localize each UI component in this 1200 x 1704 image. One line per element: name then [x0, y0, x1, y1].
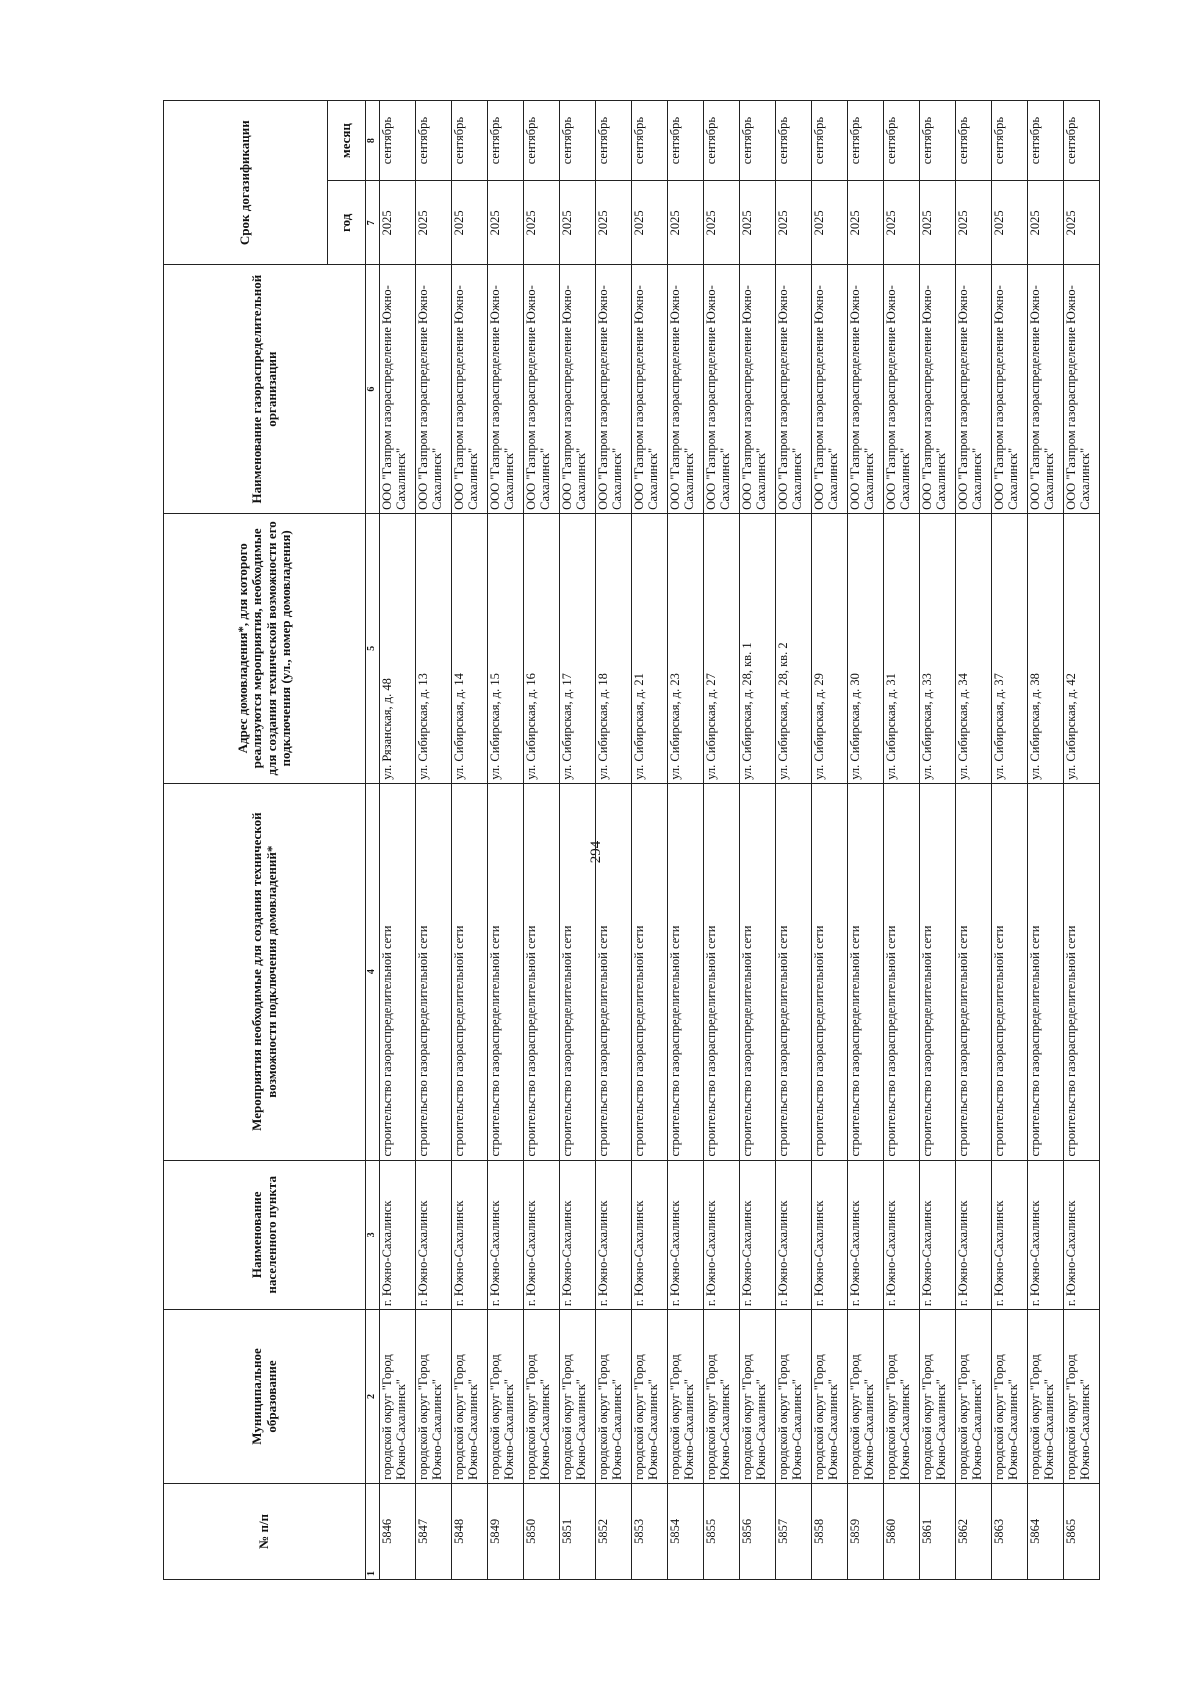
settlement-cell: г. Южно-Сахалинск — [848, 1160, 884, 1310]
settlement-cell: г. Южно-Сахалинск — [1064, 1160, 1100, 1310]
measures-cell: строительство газораспределительной сети — [920, 783, 956, 1160]
measures-cell: строительство газораспределительной сети — [380, 783, 416, 1160]
measures-cell: строительство газораспределительной сети — [848, 783, 884, 1160]
year-cell: 2025 — [452, 181, 488, 265]
row-number-cell: 5846 — [380, 1483, 416, 1579]
year-cell: 2025 — [416, 181, 452, 265]
year-cell: 2025 — [776, 181, 812, 265]
organization-cell: ООО "Газпром газораспределение Южно-Сахалинск" — [704, 265, 740, 514]
table-row — [884, 101, 920, 1580]
settlement-cell: г. Южно-Сахалинск — [812, 1160, 848, 1310]
row-number-cell: 5858 — [812, 1483, 848, 1579]
settlement-cell: г. Южно-Сахалинск — [596, 1160, 632, 1310]
table-row — [524, 101, 560, 1580]
organization-cell: ООО "Газпром газораспределение Южно-Сахалинск" — [488, 265, 524, 514]
address-cell: ул. Сибирская, д. 17 — [560, 513, 596, 783]
month-cell: сентябрь — [452, 101, 488, 181]
municipality-cell: городской округ "Город Южно-Сахалинск" — [596, 1310, 632, 1484]
address-cell: ул. Сибирская, д. 34 — [956, 513, 992, 783]
header-measures: Мероприятия необходимые для создания технической возможности подключения домовладений* — [164, 783, 366, 1160]
table-row — [920, 101, 956, 1580]
year-cell: 2025 — [380, 181, 416, 265]
month-cell: сентябрь — [668, 101, 704, 181]
table-row — [848, 101, 884, 1580]
settlement-cell: г. Южно-Сахалинск — [740, 1160, 776, 1310]
row-number-cell: 5859 — [848, 1483, 884, 1579]
address-cell: ул. Сибирская, д. 15 — [488, 513, 524, 783]
municipality-cell: городской округ "Город Южно-Сахалинск" — [1028, 1310, 1064, 1484]
organization-cell: ООО "Газпром газораспределение Южно-Сахалинск" — [812, 265, 848, 514]
year-cell: 2025 — [668, 181, 704, 265]
row-number-cell: 5862 — [956, 1483, 992, 1579]
row-number-cell: 5860 — [884, 1483, 920, 1579]
municipality-cell: городской округ "Город Южно-Сахалинск" — [848, 1310, 884, 1484]
municipality-cell: городской округ "Город Южно-Сахалинск" — [704, 1310, 740, 1484]
organization-cell: ООО "Газпром газораспределение Южно-Сахалинск" — [596, 265, 632, 514]
row-number-cell: 5863 — [992, 1483, 1028, 1579]
municipality-cell: городской округ "Город Южно-Сахалинск" — [524, 1310, 560, 1484]
row-number-cell: 5855 — [704, 1483, 740, 1579]
row-number-cell: 5864 — [1028, 1483, 1064, 1579]
settlement-cell: г. Южно-Сахалинск — [776, 1160, 812, 1310]
year-cell: 2025 — [704, 181, 740, 265]
settlement-cell: г. Южно-Сахалинск — [956, 1160, 992, 1310]
municipality-cell: городской округ "Город Южно-Сахалинск" — [740, 1310, 776, 1484]
year-cell: 2025 — [956, 181, 992, 265]
month-cell: сентябрь — [740, 101, 776, 181]
table-row — [956, 101, 992, 1580]
table-row — [992, 101, 1028, 1580]
table-row — [416, 101, 452, 1580]
month-cell: сентябрь — [812, 101, 848, 181]
header-deadline: Срок догазификации — [164, 101, 328, 265]
municipality-cell: городской округ "Город Южно-Сахалинск" — [992, 1310, 1028, 1484]
measures-cell: строительство газораспределительной сети — [488, 783, 524, 1160]
month-cell: сентябрь — [848, 101, 884, 181]
column-number: 1 — [366, 1483, 380, 1579]
organization-cell: ООО "Газпром газораспределение Южно-Сахалинск" — [560, 265, 596, 514]
measures-cell: строительство газораспределительной сети — [632, 783, 668, 1160]
organization-cell: ООО "Газпром газораспределение Южно-Сахалинск" — [776, 265, 812, 514]
measures-cell: строительство газораспределительной сети — [416, 783, 452, 1160]
column-number: 6 — [366, 265, 380, 514]
municipality-cell: городской округ "Город Южно-Сахалинск" — [884, 1310, 920, 1484]
municipality-cell: городской округ "Город Южно-Сахалинск" — [920, 1310, 956, 1484]
municipality-cell: городской округ "Город Южно-Сахалинск" — [668, 1310, 704, 1484]
municipality-cell: городской округ "Город Южно-Сахалинск" — [452, 1310, 488, 1484]
municipality-cell: городской округ "Город Южно-Сахалинск" — [956, 1310, 992, 1484]
row-number-cell: 5849 — [488, 1483, 524, 1579]
address-cell: ул. Сибирская, д. 13 — [416, 513, 452, 783]
page-number: 294 — [588, 840, 604, 864]
month-cell: сентябрь — [776, 101, 812, 181]
settlement-cell: г. Южно-Сахалинск — [668, 1160, 704, 1310]
column-number: 4 — [366, 783, 380, 1160]
row-number-cell: 5852 — [596, 1483, 632, 1579]
organization-cell: ООО "Газпром газораспределение Южно-Сахалинск" — [1028, 265, 1064, 514]
year-cell: 2025 — [920, 181, 956, 265]
measures-cell: строительство газораспределительной сети — [452, 783, 488, 1160]
table-row — [704, 101, 740, 1580]
table-row — [488, 101, 524, 1580]
table-row — [668, 101, 704, 1580]
table-row — [1028, 101, 1064, 1580]
organization-cell: ООО "Газпром газораспределение Южно-Сахалинск" — [524, 265, 560, 514]
header-municipality: Муниципальное образование — [164, 1310, 366, 1484]
settlement-cell: г. Южно-Сахалинск — [632, 1160, 668, 1310]
year-cell: 2025 — [488, 181, 524, 265]
settlement-cell: г. Южно-Сахалинск — [884, 1160, 920, 1310]
organization-cell: ООО "Газпром газораспределение Южно-Сахалинск" — [740, 265, 776, 514]
organization-cell: ООО "Газпром газораспределение Южно-Сахалинск" — [992, 265, 1028, 514]
column-number: 5 — [366, 513, 380, 783]
gasification-register-table — [163, 100, 1100, 1580]
month-cell: сентябрь — [488, 101, 524, 181]
row-number-cell: 5865 — [1064, 1483, 1100, 1579]
address-cell: ул. Сибирская, д. 21 — [632, 513, 668, 783]
measures-cell: строительство газораспределительной сети — [524, 783, 560, 1160]
address-cell: ул. Сибирская, д. 23 — [668, 513, 704, 783]
settlement-cell: г. Южно-Сахалинск — [488, 1160, 524, 1310]
row-number-cell: 5861 — [920, 1483, 956, 1579]
measures-cell: строительство газораспределительной сети — [668, 783, 704, 1160]
table-row — [1064, 101, 1100, 1580]
settlement-cell: г. Южно-Сахалинск — [920, 1160, 956, 1310]
month-cell: сентябрь — [704, 101, 740, 181]
municipality-cell: городской округ "Город Южно-Сахалинск" — [632, 1310, 668, 1484]
municipality-cell: городской округ "Город Южно-Сахалинск" — [1064, 1310, 1100, 1484]
settlement-cell: г. Южно-Сахалинск — [560, 1160, 596, 1310]
year-cell: 2025 — [740, 181, 776, 265]
measures-cell: строительство газораспределительной сети — [596, 783, 632, 1160]
address-cell: ул. Сибирская, д. 42 — [1064, 513, 1100, 783]
municipality-cell: городской округ "Город Южно-Сахалинск" — [812, 1310, 848, 1484]
header-organization: Наименование газораспределительной организации — [164, 265, 366, 514]
organization-cell: ООО "Газпром газораспределение Южно-Сахалинск" — [632, 265, 668, 514]
measures-cell: строительство газораспределительной сети — [704, 783, 740, 1160]
municipality-cell: городской округ "Город Южно-Сахалинск" — [416, 1310, 452, 1484]
measures-cell: строительство газораспределительной сети — [992, 783, 1028, 1160]
organization-cell: ООО "Газпром газораспределение Южно-Сахалинск" — [1064, 265, 1100, 514]
column-number: 3 — [366, 1160, 380, 1310]
organization-cell: ООО "Газпром газораспределение Южно-Сахалинск" — [380, 265, 416, 514]
year-cell: 2025 — [992, 181, 1028, 265]
year-cell: 2025 — [812, 181, 848, 265]
settlement-cell: г. Южно-Сахалинск — [1028, 1160, 1064, 1310]
header-address: Адрес домовладения*, для которого реализуются мероприятия, необходимые для создания технической возможности его подключения (ул., номер домовладения) — [164, 513, 366, 783]
column-number-row — [366, 101, 380, 1580]
address-cell: ул. Сибирская, д. 28, кв. 2 — [776, 513, 812, 783]
month-cell: сентябрь — [992, 101, 1028, 181]
organization-cell: ООО "Газпром газораспределение Южно-Сахалинск" — [920, 265, 956, 514]
address-cell: ул. Сибирская, д. 30 — [848, 513, 884, 783]
measures-cell: строительство газораспределительной сети — [776, 783, 812, 1160]
settlement-cell: г. Южно-Сахалинск — [704, 1160, 740, 1310]
address-cell: ул. Сибирская, д. 18 — [596, 513, 632, 783]
month-cell: сентябрь — [380, 101, 416, 181]
municipality-cell: городской округ "Город Южно-Сахалинск" — [776, 1310, 812, 1484]
organization-cell: ООО "Газпром газораспределение Южно-Сахалинск" — [452, 265, 488, 514]
municipality-cell: городской округ "Город Южно-Сахалинск" — [380, 1310, 416, 1484]
month-cell: сентябрь — [956, 101, 992, 181]
year-cell: 2025 — [1064, 181, 1100, 265]
year-cell: 2025 — [884, 181, 920, 265]
year-cell: 2025 — [524, 181, 560, 265]
row-number-cell: 5847 — [416, 1483, 452, 1579]
year-cell: 2025 — [1028, 181, 1064, 265]
rotated-register-table — [163, 100, 1093, 1580]
table-body — [164, 101, 1100, 1580]
table-row — [812, 101, 848, 1580]
row-number-cell: 5851 — [560, 1483, 596, 1579]
month-cell: сентябрь — [1064, 101, 1100, 181]
header-row — [164, 101, 328, 1580]
column-number: 2 — [366, 1310, 380, 1484]
organization-cell: ООО "Газпром газораспределение Южно-Сахалинск" — [416, 265, 452, 514]
measures-cell: строительство газораспределительной сети — [740, 783, 776, 1160]
header-year: год — [328, 181, 366, 265]
measures-cell: строительство газораспределительной сети — [812, 783, 848, 1160]
measures-cell: строительство газораспределительной сети — [1028, 783, 1064, 1160]
measures-cell: строительство газораспределительной сети — [1064, 783, 1100, 1160]
address-cell: ул. Сибирская, д. 27 — [704, 513, 740, 783]
table-row — [596, 101, 632, 1580]
month-cell: сентябрь — [524, 101, 560, 181]
measures-cell: строительство газораспределительной сети — [956, 783, 992, 1160]
address-cell: ул. Сибирская, д. 31 — [884, 513, 920, 783]
column-number: 8 — [366, 101, 380, 181]
row-number-cell: 5850 — [524, 1483, 560, 1579]
table-row — [380, 101, 416, 1580]
address-cell: ул. Сибирская, д. 38 — [1028, 513, 1064, 783]
settlement-cell: г. Южно-Сахалинск — [524, 1160, 560, 1310]
organization-cell: ООО "Газпром газораспределение Южно-Сахалинск" — [848, 265, 884, 514]
address-cell: ул. Сибирская, д. 28, кв. 1 — [740, 513, 776, 783]
address-cell: ул. Сибирская, д. 37 — [992, 513, 1028, 783]
header-num: № п/п — [164, 1483, 366, 1579]
municipality-cell: городской округ "Город Южно-Сахалинск" — [560, 1310, 596, 1484]
organization-cell: ООО "Газпром газораспределение Южно-Сахалинск" — [956, 265, 992, 514]
year-cell: 2025 — [596, 181, 632, 265]
settlement-cell: г. Южно-Сахалинск — [992, 1160, 1028, 1310]
month-cell: сентябрь — [920, 101, 956, 181]
year-cell: 2025 — [632, 181, 668, 265]
address-cell: ул. Рязанская, д. 48 — [380, 513, 416, 783]
address-cell: ул. Сибирская, д. 29 — [812, 513, 848, 783]
month-cell: сентябрь — [884, 101, 920, 181]
month-cell: сентябрь — [416, 101, 452, 181]
year-cell: 2025 — [560, 181, 596, 265]
row-number-cell: 5854 — [668, 1483, 704, 1579]
measures-cell: строительство газораспределительной сети — [560, 783, 596, 1160]
settlement-cell: г. Южно-Сахалинск — [380, 1160, 416, 1310]
row-number-cell: 5853 — [632, 1483, 668, 1579]
measures-cell: строительство газораспределительной сети — [884, 783, 920, 1160]
row-number-cell: 5848 — [452, 1483, 488, 1579]
address-cell: ул. Сибирская, д. 16 — [524, 513, 560, 783]
settlement-cell: г. Южно-Сахалинск — [452, 1160, 488, 1310]
settlement-cell: г. Южно-Сахалинск — [416, 1160, 452, 1310]
organization-cell: ООО "Газпром газораспределение Южно-Сахалинск" — [668, 265, 704, 514]
municipality-cell: городской округ "Город Южно-Сахалинск" — [488, 1310, 524, 1484]
address-cell: ул. Сибирская, д. 33 — [920, 513, 956, 783]
month-cell: сентябрь — [632, 101, 668, 181]
header-month: месяц — [328, 101, 366, 181]
organization-cell: ООО "Газпром газораспределение Южно-Сахалинск" — [884, 265, 920, 514]
month-cell: сентябрь — [596, 101, 632, 181]
table-row — [776, 101, 812, 1580]
table-row — [632, 101, 668, 1580]
row-number-cell: 5857 — [776, 1483, 812, 1579]
header-settlement: Наименование населенного пункта — [164, 1160, 366, 1310]
month-cell: сентябрь — [1028, 101, 1064, 181]
table-row — [740, 101, 776, 1580]
row-number-cell: 5856 — [740, 1483, 776, 1579]
address-cell: ул. Сибирская, д. 14 — [452, 513, 488, 783]
month-cell: сентябрь — [560, 101, 596, 181]
table-row — [560, 101, 596, 1580]
column-number: 7 — [366, 181, 380, 265]
table-row — [452, 101, 488, 1580]
year-cell: 2025 — [848, 181, 884, 265]
